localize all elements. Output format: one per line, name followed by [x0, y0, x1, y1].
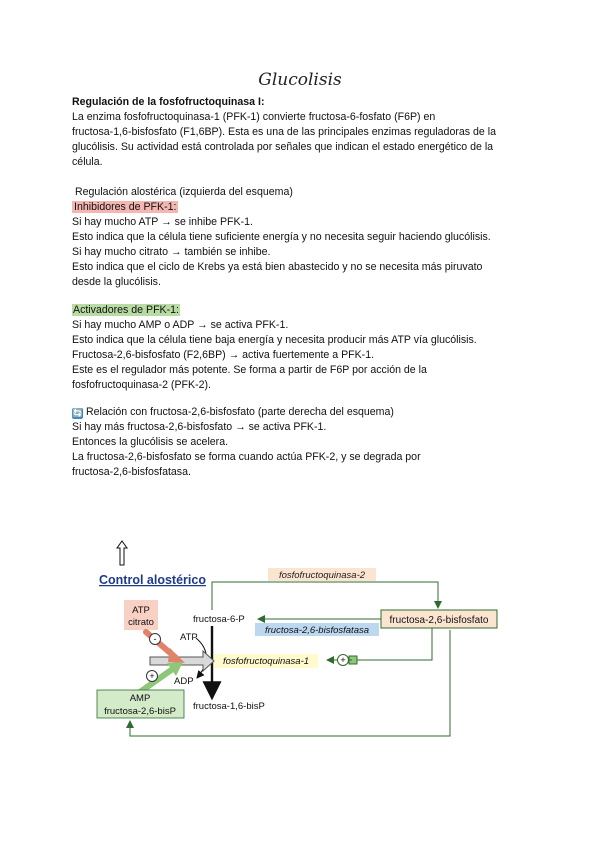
paragraph-line: Si hay más fructosa-2,6-bisfosfato → se activa PFK-1.	[72, 421, 327, 433]
pfk2-label: fosfofructoquinasa-2	[278, 570, 366, 581]
paragraph-line: Si hay mucho citrato → también se inhibe.	[72, 246, 271, 258]
paragraph-line: desde la glucólisis.	[72, 276, 161, 288]
page-title: Glucolisis	[258, 70, 342, 90]
paragraph-line: Si hay mucho AMP o ADP → se activa PFK-1.	[72, 319, 289, 331]
activators-label: Activadores de PFK-1:	[73, 304, 179, 316]
pfk2-pathway-line	[212, 582, 438, 610]
adp-label: ADP	[174, 676, 194, 687]
inhibitors-label: Inhibidores de PFK-1:	[74, 201, 177, 213]
paragraph-line: Este es el regulador más potente. Se forma a partir de F6P por acción de la	[72, 364, 427, 376]
f16bp-label: fructosa-1,6-bisP	[193, 701, 265, 712]
section-subtitle: Regulación alostérica (izquierda del esquema)	[75, 186, 293, 198]
paragraph-line: La enzima fosfofructoquinasa-1 (PFK-1) convierte fructosa-6-fosfato (F6P) en	[72, 111, 436, 123]
up-arrow-icon	[117, 541, 127, 565]
bisfosfatasa-label: fructosa-2,6-bisfosfatasa	[264, 625, 370, 636]
plus-sign: +	[340, 655, 346, 665]
paragraph-line: Esto indica que la célula tiene baja energía y necesita producir más ATP vía glucólisis.	[72, 334, 477, 346]
atp-citrate-label: ATP	[132, 605, 150, 616]
atp-citrate-label: citrato	[128, 617, 154, 628]
amp-label: fructosa-2,6-bisP	[104, 706, 176, 717]
amp-label: AMP	[129, 693, 151, 704]
paragraph-line: glucólisis. Su actividad está controlada por señales que indican el estado energético de la	[72, 141, 494, 153]
f6p-label: fructosa-6-P	[193, 614, 245, 625]
atp-label: ATP	[180, 632, 198, 643]
paragraph-line: fructosa-2,6-bisfosfatasa.	[72, 466, 191, 478]
paragraph-line: Esto indica que la célula tiene suficiente energía y no necesita seguir haciendo glucólisis.	[72, 231, 491, 243]
cycle-icon: 🔄	[72, 408, 84, 418]
section-heading: Regulación de la fosfofructoquinasa I:	[72, 96, 265, 108]
paragraph-line: Si hay mucho ATP → se inhibe PFK-1.	[72, 216, 253, 228]
paragraph-line: La fructosa-2,6-bisfosfato se forma cuando actúa PFK-2, y se degrada por	[72, 451, 421, 463]
paragraph-line: célula.	[72, 156, 103, 168]
pfk1-label: fosfofructoquinasa-1	[222, 656, 310, 667]
paragraph-line: Entonces la glucólisis se acelera.	[72, 436, 229, 448]
minus-sign: -	[153, 634, 157, 644]
section-heading: Relación con fructosa-2,6-bisfosfato (parte derecha del esquema)	[85, 406, 394, 418]
plus-sign: +	[149, 671, 155, 681]
paragraph-line: fosfofructoquinasa-2 (PFK-2).	[72, 379, 211, 391]
paragraph-line: Esto indica que el ciclo de Krebs ya está bien abastecido y no se necesita más piruvato	[72, 261, 483, 273]
activation-arrow	[140, 668, 174, 692]
diagram-title: Control alostérico	[99, 573, 206, 587]
f26bp-label: fructosa-2,6-bisfosfato	[389, 615, 489, 626]
paragraph-line: Fructosa-2,6-bisfosfato (F2,6BP) → activa fuertemente a PFK-1.	[72, 349, 375, 361]
paragraph-line: fructosa-1,6-bisfosfato (F1,6BP). Esta es una de las principales enzimas reguladoras de la	[72, 126, 496, 138]
